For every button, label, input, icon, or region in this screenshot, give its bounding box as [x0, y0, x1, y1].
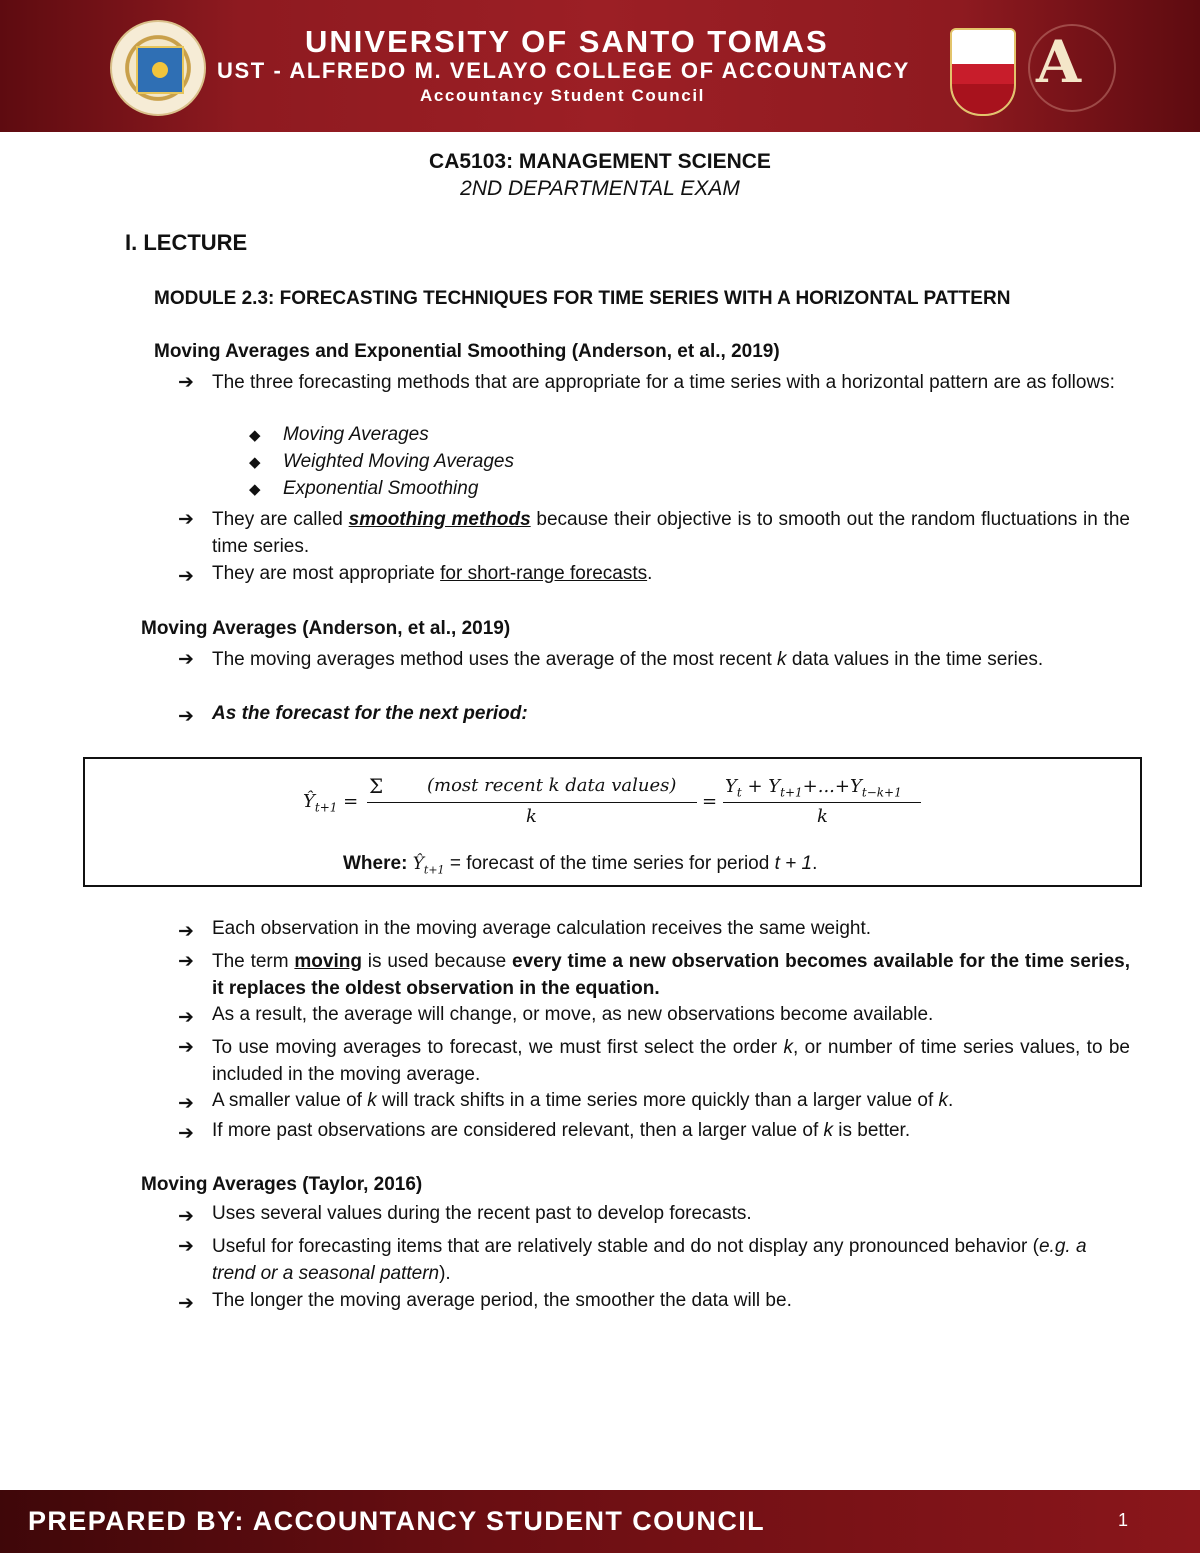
bullet-select-order: To use moving averages to forecast, we must first select the order k, or number of time series values, to be included in the moving average. [212, 1037, 1130, 1085]
moving-term: moving [294, 951, 362, 972]
subheading-anderson-2: Moving Averages (Anderson, et al., 2019) [141, 618, 511, 639]
diamond-bullet-icon: ◆ [249, 481, 261, 498]
arrow-bullet-icon: ➔ [178, 1123, 194, 1144]
subheading-anderson-1: Moving Averages and Exponential Smoothing (Anderson, et al., 2019) [154, 341, 780, 362]
arrow-bullet-icon: ➔ [178, 1206, 194, 1227]
arrow-bullet-icon: ➔ [178, 1007, 194, 1028]
footer-banner [0, 1490, 1200, 1553]
sun-icon [152, 62, 168, 78]
college-subtitle: UST - ALFREDO M. VELAYO COLLEGE OF ACCOUNTANCY [217, 58, 910, 83]
formula-box [83, 757, 1142, 887]
sum-symbol: Σ [369, 774, 384, 798]
arrow-bullet-icon: ➔ [178, 1236, 194, 1257]
exam-title: 2ND DEPARTMENTAL EXAM [460, 177, 740, 200]
smoothing-methods-term: smoothing methods [348, 509, 531, 530]
method-item: Moving Averages [283, 424, 429, 445]
prepared-by: PREPARED BY: ACCOUNTANCY STUDENT COUNCIL [28, 1506, 766, 1536]
asc-logo: A [1028, 24, 1116, 112]
formula-numerator-1: (most recent k data values) [427, 775, 677, 796]
formula-where-line: Where: $Ŷ_{t+1}$ = forecast of the time series for period t + 1. [343, 853, 818, 877]
arrow-bullet-icon: ➔ [178, 509, 194, 530]
arrow-bullet-icon: ➔ [178, 1037, 194, 1058]
arrow-bullet-icon: ➔ [178, 372, 194, 393]
fraction-bar [367, 802, 697, 803]
council-name: Accountancy Student Council [420, 86, 705, 105]
formula-equals: = [702, 791, 718, 812]
subheading-taylor: Moving Averages (Taylor, 2016) [141, 1174, 423, 1195]
method-item: Weighted Moving Averages [283, 451, 514, 472]
diamond-bullet-icon: ◆ [249, 427, 261, 444]
arrow-bullet-icon: ➔ [178, 1293, 194, 1314]
university-title: UNIVERSITY OF SANTO TOMAS [305, 24, 829, 59]
arrow-bullet-icon: ➔ [178, 706, 194, 727]
diamond-bullet-icon: ◆ [249, 454, 261, 471]
bullet-average-change: As a result, the average will change, or move, as new observations become available. [212, 1004, 934, 1025]
college-crest-logo [950, 28, 1016, 116]
bullet-several-values: Uses several values during the recent past to develop forecasts. [212, 1203, 752, 1224]
arrow-bullet-icon: ➔ [178, 566, 194, 587]
bullet-smaller-k: A smaller value of k will track shifts in a time series more quickly than a larger value of k. [212, 1090, 954, 1111]
bullet-three-methods: The three forecasting methods that are appropriate for a time series with a horizontal pattern are as follows: [212, 372, 1115, 393]
arrow-bullet-icon: ➔ [178, 951, 194, 972]
header-banner [0, 0, 1200, 132]
method-item: Exponential Smoothing [283, 478, 479, 499]
course-title: CA5103: MANAGEMENT SCIENCE [429, 150, 771, 173]
section-heading: I. LECTURE [125, 230, 248, 255]
bullet-useful-stable: Useful for forecasting items that are relatively stable and do not display any pronounced behavior (e.g. a trend or a seasonal pattern). [212, 1236, 1087, 1284]
bullet-same-weight: Each observation in the moving average calculation receives the same weight. [212, 918, 872, 939]
bullet-larger-k: If more past observations are considered relevant, then a larger value of k is better. [212, 1120, 911, 1141]
bullet-forecast-next-period: As the forecast for the next period: [212, 703, 528, 724]
formula-denominator-1: k [526, 806, 537, 827]
ust-seal-logo [110, 20, 206, 116]
bullet-longer-period: The longer the moving average period, the smoother the data will be. [212, 1290, 792, 1311]
seal-shield-icon [136, 46, 184, 94]
arrow-bullet-icon: ➔ [178, 649, 194, 670]
formula-denominator-2: k [817, 806, 828, 827]
fraction-bar [723, 802, 921, 803]
module-heading: MODULE 2.3: FORECASTING TECHNIQUES FOR TIME SERIES WITH A HORIZONTAL PATTERN [154, 288, 1011, 309]
arrow-bullet-icon: ➔ [178, 921, 194, 942]
bullet-term-moving: The term moving is used because every time a new observation becomes available for the time series, it replaces the oldest observation in the equation. [212, 951, 1130, 999]
page-number: 1 [1118, 1510, 1129, 1530]
bullet-moving-averages-method: The moving averages method uses the average of the most recent k data values in the time series. [212, 649, 1044, 670]
arrow-bullet-icon: ➔ [178, 1093, 194, 1114]
formula-lhs: $Ŷ_{t+1}$ = [303, 791, 359, 815]
bullet-short-range: They are most appropriate for short-range forecasts. [212, 563, 653, 584]
bullet-smoothing-methods: They are called smoothing methods because their objective is to smooth out the random fluctuations in the time series. [212, 509, 1130, 557]
formula-numerator-2: $Y_t + Y_{t+1}+...+Y_{t-k+1}$ [725, 776, 902, 800]
